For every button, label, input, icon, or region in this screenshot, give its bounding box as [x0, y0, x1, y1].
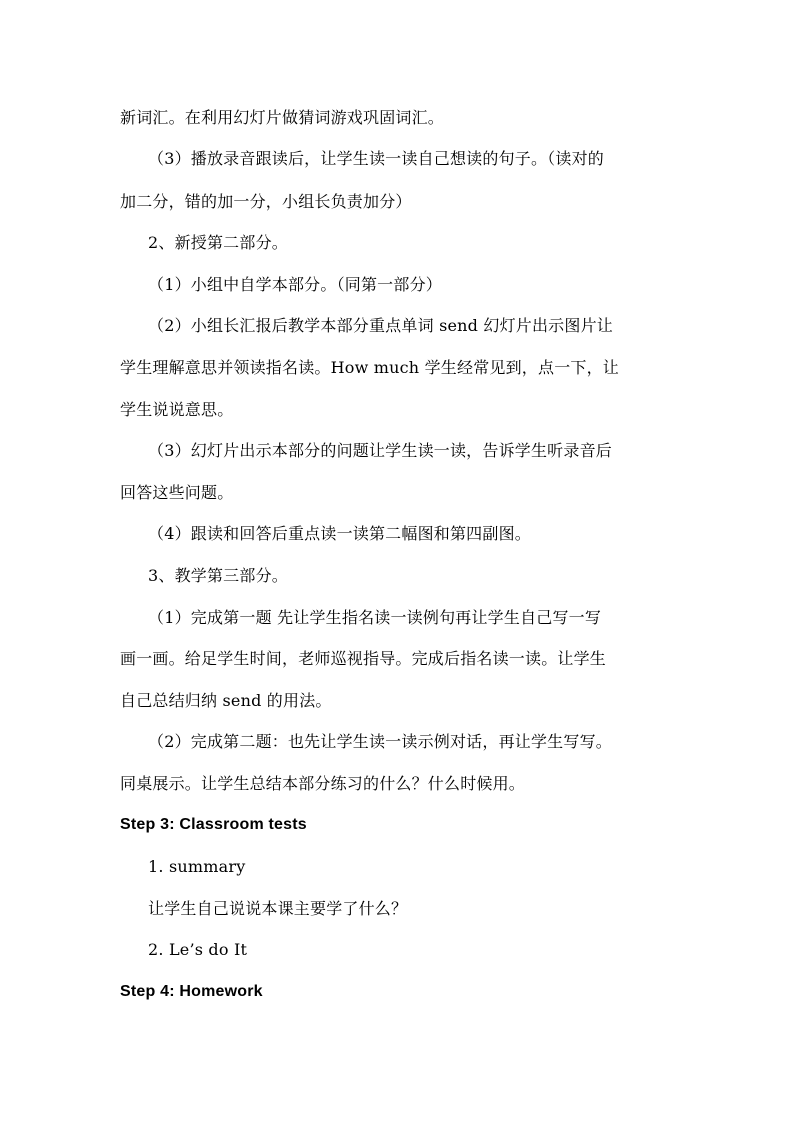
body-line: 自己总结归纳 send 的用法。 [120, 691, 332, 710]
body-line: 画一画。给足学生时间，老师巡视指导。完成后指名读一读。让学生 [120, 649, 607, 668]
body-line: （2）小组长汇报后教学本部分重点单词 send 幻灯片出示图片让 [148, 316, 613, 335]
body-line: 3、教学第三部分。 [148, 566, 288, 585]
body-line: 让学生自己说说本课主要学了什么？ [148, 899, 408, 918]
body-line: 加二分，错的加一分，小组长负责加分） [120, 192, 412, 211]
body-line: 学生理解意思并领读指名读。How much 学生经常见到，点一下，让 [120, 358, 619, 377]
body-line: （4）跟读和回答后重点读一读第二幅图和第四副图。 [148, 524, 531, 543]
section-heading: Step 4: Homework [120, 983, 263, 1000]
body-line: （3）播放录音跟读后，让学生读一读自己想读的句子。（读对的 [148, 149, 604, 168]
body-line: 2. Le’s do It [148, 940, 248, 959]
body-line: （1）小组中自学本部分。（同第一部分） [148, 275, 442, 294]
body-line: 同桌展示。让学生总结本部分练习的什么？什么时候用。 [120, 774, 526, 793]
body-line: 1. summary [148, 857, 246, 876]
body-line: 学生说说意思。 [120, 400, 234, 419]
section-heading: Step 3: Classroom tests [120, 816, 307, 833]
body-line: （3）幻灯片出示本部分的问题让学生读一读，告诉学生听录音后 [148, 441, 612, 460]
body-line: （2）完成第二题：也先让学生读一读示例对话，再让学生写写。 [148, 732, 612, 751]
body-line: 回答这些问题。 [120, 483, 234, 502]
body-line: （1）完成第一题 先让学生指名读一读例句再让学生自己写一写 [148, 608, 602, 627]
body-line: 新词汇。在利用幻灯片做猜词游戏巩固词汇。 [120, 108, 445, 127]
body-line: 2、新授第二部分。 [148, 233, 288, 252]
